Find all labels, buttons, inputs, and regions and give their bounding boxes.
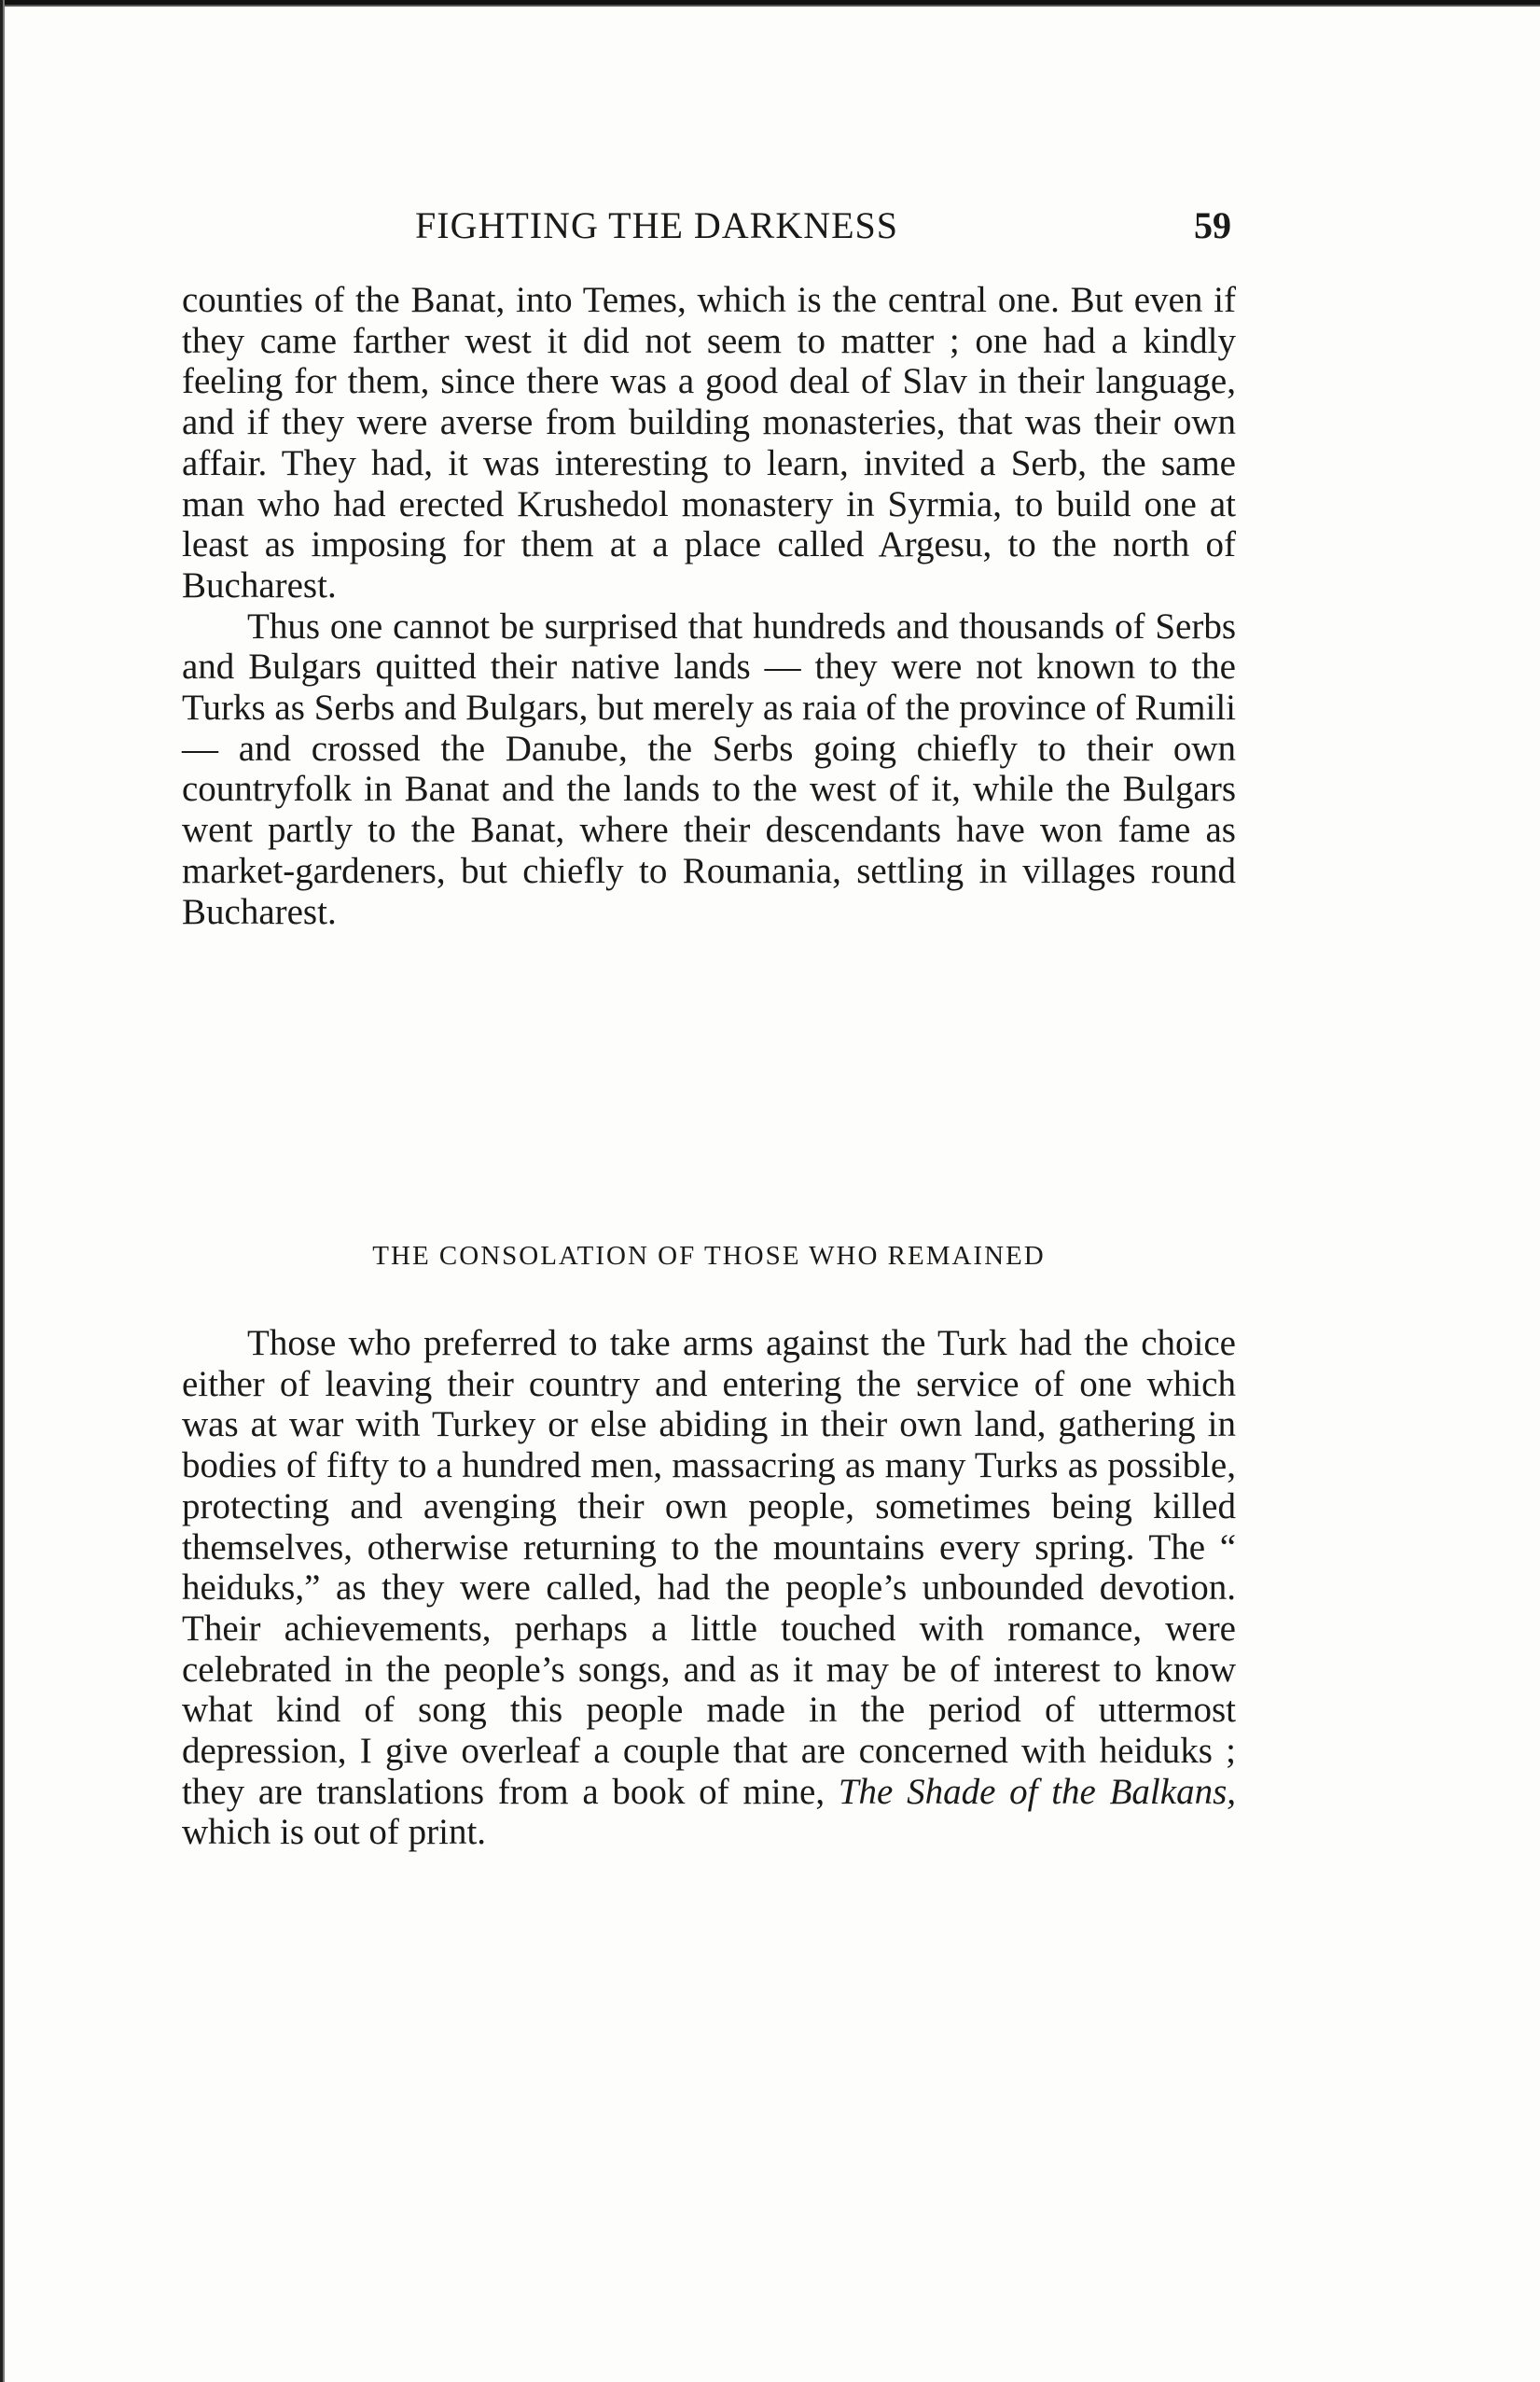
running-head xyxy=(182,203,1245,250)
left-scan-edge xyxy=(0,0,8,2382)
body-text-continued xyxy=(182,280,1236,932)
paragraph: counties of the Banat, into Temes, which is the central one. But even if they came farther west it did not seem to matter ; one had a kindly feeling for them, since there was a good deal of Slav in their language, and if they were averse from building monasteries, that was their own affair. They had, it was interesting to learn, invited a Serb, the same man who had erected Krushedol monastery in Syrmia, to build one at least as imposing for them at a place called Argesu, to the north of Bucharest. xyxy=(182,280,1236,606)
running-title: FIGHTING THE DARKNESS xyxy=(415,204,899,246)
body-text-section xyxy=(182,1323,1236,1853)
paragraph: Thus one cannot be surprised that hundreds and thousands of Serbs and Bulgars quitted their native lands — they were not known to the Turks as Serbs and Bulgars, but merely as raia of the province of Rumili — and crossed the Danube, the Serbs going chiefly to their own countryfolk in Banat and the lands to the west of it, while the Bulgars went partly to the Banat, where their descendants have won fame as market-gardeners, but chiefly to Roumania, settling in villages round Bucharest. xyxy=(182,606,1236,932)
top-scan-edge xyxy=(0,0,1540,8)
book-title: The Shade of the Balkans, xyxy=(838,1771,1236,1812)
paragraph xyxy=(182,1323,1236,1853)
paragraph-text: Those who preferred to take arms against the Turk had the choice either of leaving their country and entering the service of one which was at war with Turkey or else abiding in their own land, gathering in bodies of fifty to a hundred men, massacring as many Turks as possible, protecting and avenging their own people, sometimes being killed themselves, otherwise returning to the mountains every spring. The “ heiduks,” as they were called, had the people’s unbounded devotion. Their achievements, perhaps a little touched with romance, were celebrated in the people’s songs, and as it may be of interest to know what kind of song this people made in the period of uttermost depression, I give overleaf a couple that are concerned with heiduks ; they are translations from a book of mine, xyxy=(182,1323,1236,1812)
section-heading: THE CONSOLATION OF THOSE WHO REMAINED xyxy=(372,1241,1046,1271)
page-number: 59 xyxy=(1194,204,1231,246)
paragraph-tail: which is out of print. xyxy=(182,1812,487,1853)
